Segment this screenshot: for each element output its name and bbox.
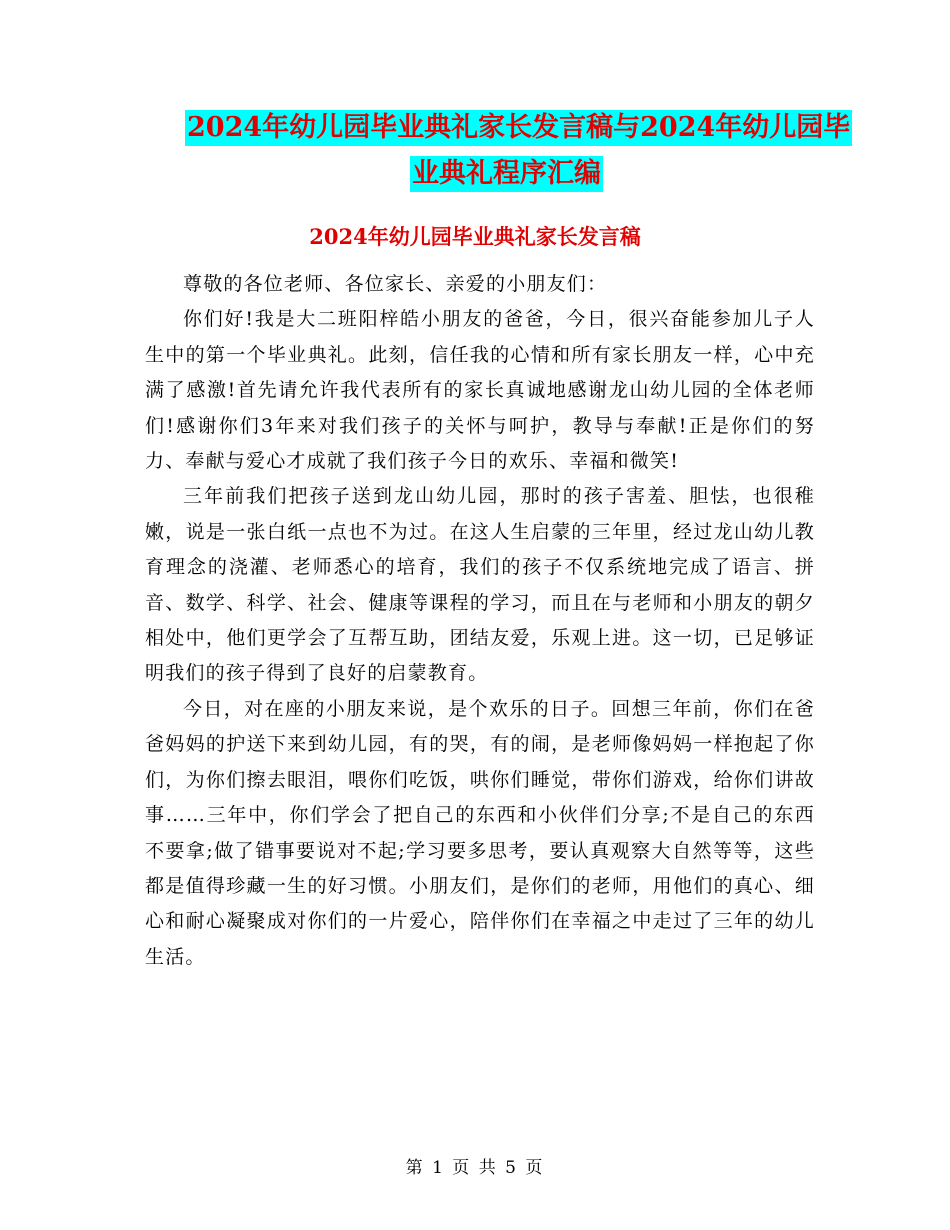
speech-body (145, 267, 815, 975)
paragraph-introduction: 你们好!我是大二班阳梓皓小朋友的爸爸，今日，很兴奋能参加儿子人生中的第一个毕业典礼。此刻，信任我的心情和所有家长朋友一样，心中充满了感激!首先请允许我代表所有的家长真诚地感谢龙山幼儿园的全体老师们!感谢你们3年来对我们孩子的关怀与呵护，教导与奉献!正是你们的努力、奉献与爱心才成就了我们孩子今日的欢乐、幸福和微笑! (145, 308, 815, 473)
paragraph-greeting: 尊敬的各位老师、各位家长、亲爱的小朋友们： (183, 273, 608, 295)
title-line-2: 业典礼程序汇编 (410, 156, 603, 192)
title-line-1: 2024年幼儿园毕业典礼家长发言稿与2024年幼儿园毕 (185, 110, 852, 146)
section-title: 2024年幼儿园毕业典礼家长发言稿 (309, 224, 641, 249)
paragraph-three-years-ago: 三年前我们把孩子送到龙山幼儿园，那时的孩子害羞、胆怯，也很稚嫩，说是一张白纸一点也不为过。在这人生启蒙的三年里，经过龙山幼儿教育理念的浇灌、老师悉心的培育，我们的孩子不仅系统地完成了语言、拼音、数学、科学、社会、健康等课程的学习，而且在与老师和小朋友的朝夕相处中，他们更学会了互帮互助，团结友爱，乐观上进。这一切，已足够证明我们的孩子得到了良好的启蒙教育。 (145, 485, 815, 685)
page-footer: 第 1 页 共 5 页 (405, 1158, 545, 1178)
paragraph-today: 今日，对在座的小朋友来说，是个欢乐的日子。回想三年前，你们在爸爸妈妈的护送下来到幼儿园，有的哭，有的闹，是老师像妈妈一样抱起了你们，为你们擦去眼泪，喂你们吃饭，哄你们睡觉，带你们游戏，给你们讲故事……三年中，你们学会了把自己的东西和小伙伴们分享;不是自己的东西不要拿;做了错事要说对不起;学习要多思考，要认真观察大自然等等，这些都是值得珍藏一生的好习惯。小朋友们，是你们的老师，用他们的真心、细心和耐心凝聚成对你们的一片爱心，陪伴你们在幸福之中走过了三年的幼儿生活。 (145, 697, 815, 968)
